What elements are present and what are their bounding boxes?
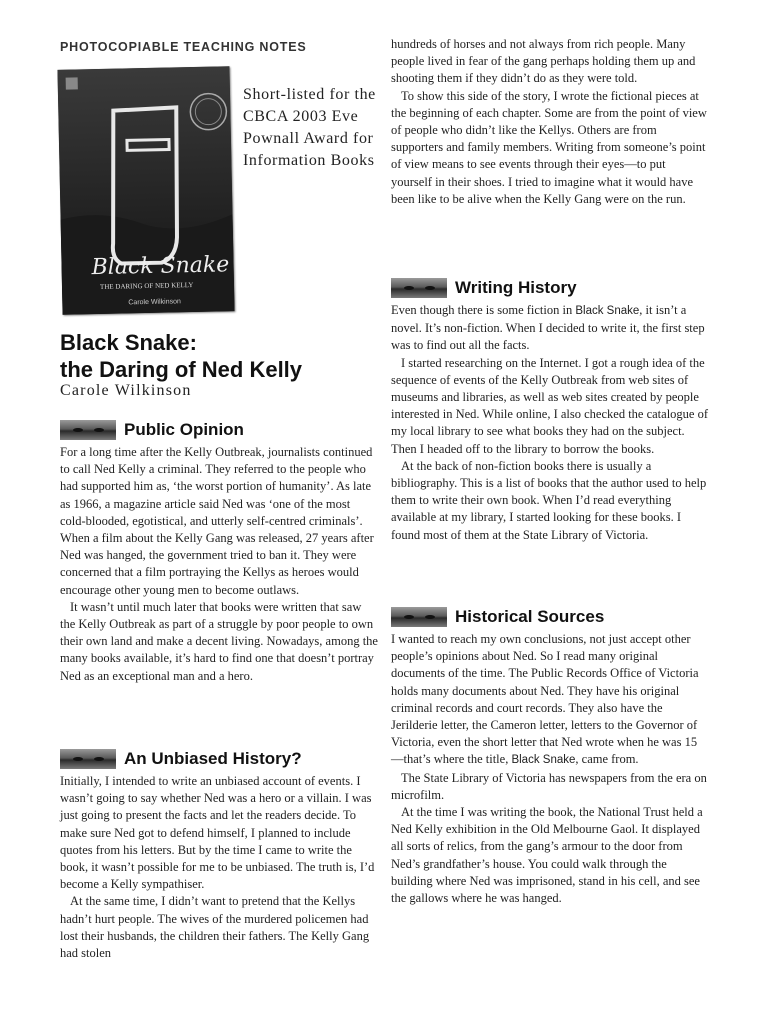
section-historical-sources (391, 605, 709, 907)
section-public-opinion (60, 418, 378, 685)
paragraph: To show this side of the story, I wrote the fictional pieces at the beginning of each chapter. Some are from the point of view of people who didn’t like the Kellys. Others are from supporters and family members. Writing from someone’s point of view means to see events through their eyes—to put yourself in their shoes. I tried to imagine what it would have been like to be alive when the Kelly Gang were on the run. (391, 88, 707, 206)
paragraph: Even though there is some fiction in Black Snake, it isn’t a novel. It’s non-fiction. When I decided to write it, the first step was to find out all the facts. (391, 303, 705, 353)
cover-title: Black Snake (91, 252, 230, 281)
paragraph: Initially, I intended to write an unbiased account of events. I wasn’t going to say whether Ned was a hero or a villain. I was just going to present the facts and let the readers decide. To make sure Ned got to defend himself, I planned to include quotes from his letters. But by the time I came to write the book, it wasn’t possible for me to be unbiased. The truth is, I’d become a Kelly sympathiser. (60, 774, 375, 892)
paragraph: At the back of non-fiction books there is usually a bibliography. This is a list of books that the author used to help them to write their own book. When I’d read everything available at my library, I started looking for these books. I found most of them at the State Library of Victoria. (391, 458, 707, 542)
book-cover-image (57, 66, 234, 315)
paragraph: The State Library of Victoria has newspapers from the era on microfilm. (391, 770, 707, 802)
eyes-icon (60, 749, 116, 769)
section-continued (391, 36, 709, 208)
section-title: Historical Sources (455, 607, 605, 626)
paragraph: For a long time after the Kelly Outbreak, journalists continued to call Ned Kelly a criminal. They referred to the people who had supported him as, ‘the worst portion of humanity’. As late as 1966, a magazine article said Ned was ‘one of the most cold-blooded, egotistical, and utterly self-centred criminals’. When a film about the Kelly Gang was released, 27 years after Ned was hanged, the government tried to ban it. They were concerned that a film portraying the Kellys as heroes would encourage other young men to become outlaws. (60, 445, 374, 597)
paragraph: It wasn’t until much later that books were written that saw the Kelly Outbreak as part of a struggle by poor people to own their own land and make a decent living. Nowadays, among the many books available, it’s hard to find one that doesn’t portray Ned as an exceptional man and a hero. (60, 599, 378, 683)
header-label: PHOTOCOPIABLE TEACHING NOTES (60, 40, 307, 54)
paragraph: I wanted to reach my own conclusions, not just accept other people’s opinions about Ned. So I read many original documents of the time. The Public Records Office of Victoria holds many documents about Ned. They have his original criminal records and court records. They also have the Jerilderie letter, the Cameron letter, letters to the Governor of Victoria, even the short letter that Ned wrote when he was 15—that’s where the title, Black Snake, came from. (391, 632, 699, 767)
paragraph: hundreds of horses and not always from rich people. Many people lived in fear of the gang perhaps holding them up and shooting them if they didn’t do as they were told. (391, 37, 696, 86)
eyes-icon (391, 607, 447, 627)
book-title-line2: the Daring of Ned Kelly (60, 357, 303, 382)
shortlist-note: Short-listed for the CBCA 2003 Eve Pownall Award for Information Books (243, 86, 376, 169)
paragraph: I started researching on the Internet. I got a rough idea of the sequence of events of the Kelly Outbreak from web sites of museums and libraries, as well as web sites created by people interested in Ned. While online, I also checked the catalogue of my local library to see what books they had on the subject. Then I headed off to the library to borrow the books. (391, 355, 709, 456)
paragraph: At the time I was writing the book, the National Trust held a Ned Kelly exhibition in the Old Melbourne Gaol. It displayed all sorts of relics, from the gang’s armour to the door from Ned’s grandfather’s house. You could walk through the building where Ned was imprisoned, stand in his cell, and see the gallows where he was hanged. (391, 805, 703, 906)
section-title: An Unbiased History? (124, 749, 302, 768)
section-writing-history (391, 276, 709, 544)
paragraph: At the same time, I didn’t want to pretend that the Kellys hadn’t hurt people. The wives of the murdered policemen had lost their husbands, the children their fathers. The Kelly Gang had stolen (60, 894, 370, 961)
section-title: Writing History (455, 278, 577, 297)
section-title: Public Opinion (124, 420, 244, 439)
book-title (60, 329, 380, 383)
cover-subtitle: THE DARING OF NED KELLY (99, 281, 194, 291)
section-unbiased-history (60, 747, 378, 962)
cover-author: Carole Wilkinson (128, 298, 181, 307)
book-author: Carole Wilkinson (60, 382, 192, 399)
eyes-icon (60, 420, 116, 440)
eyes-icon (391, 278, 447, 298)
book-title-line1: Black Snake: (60, 330, 197, 355)
